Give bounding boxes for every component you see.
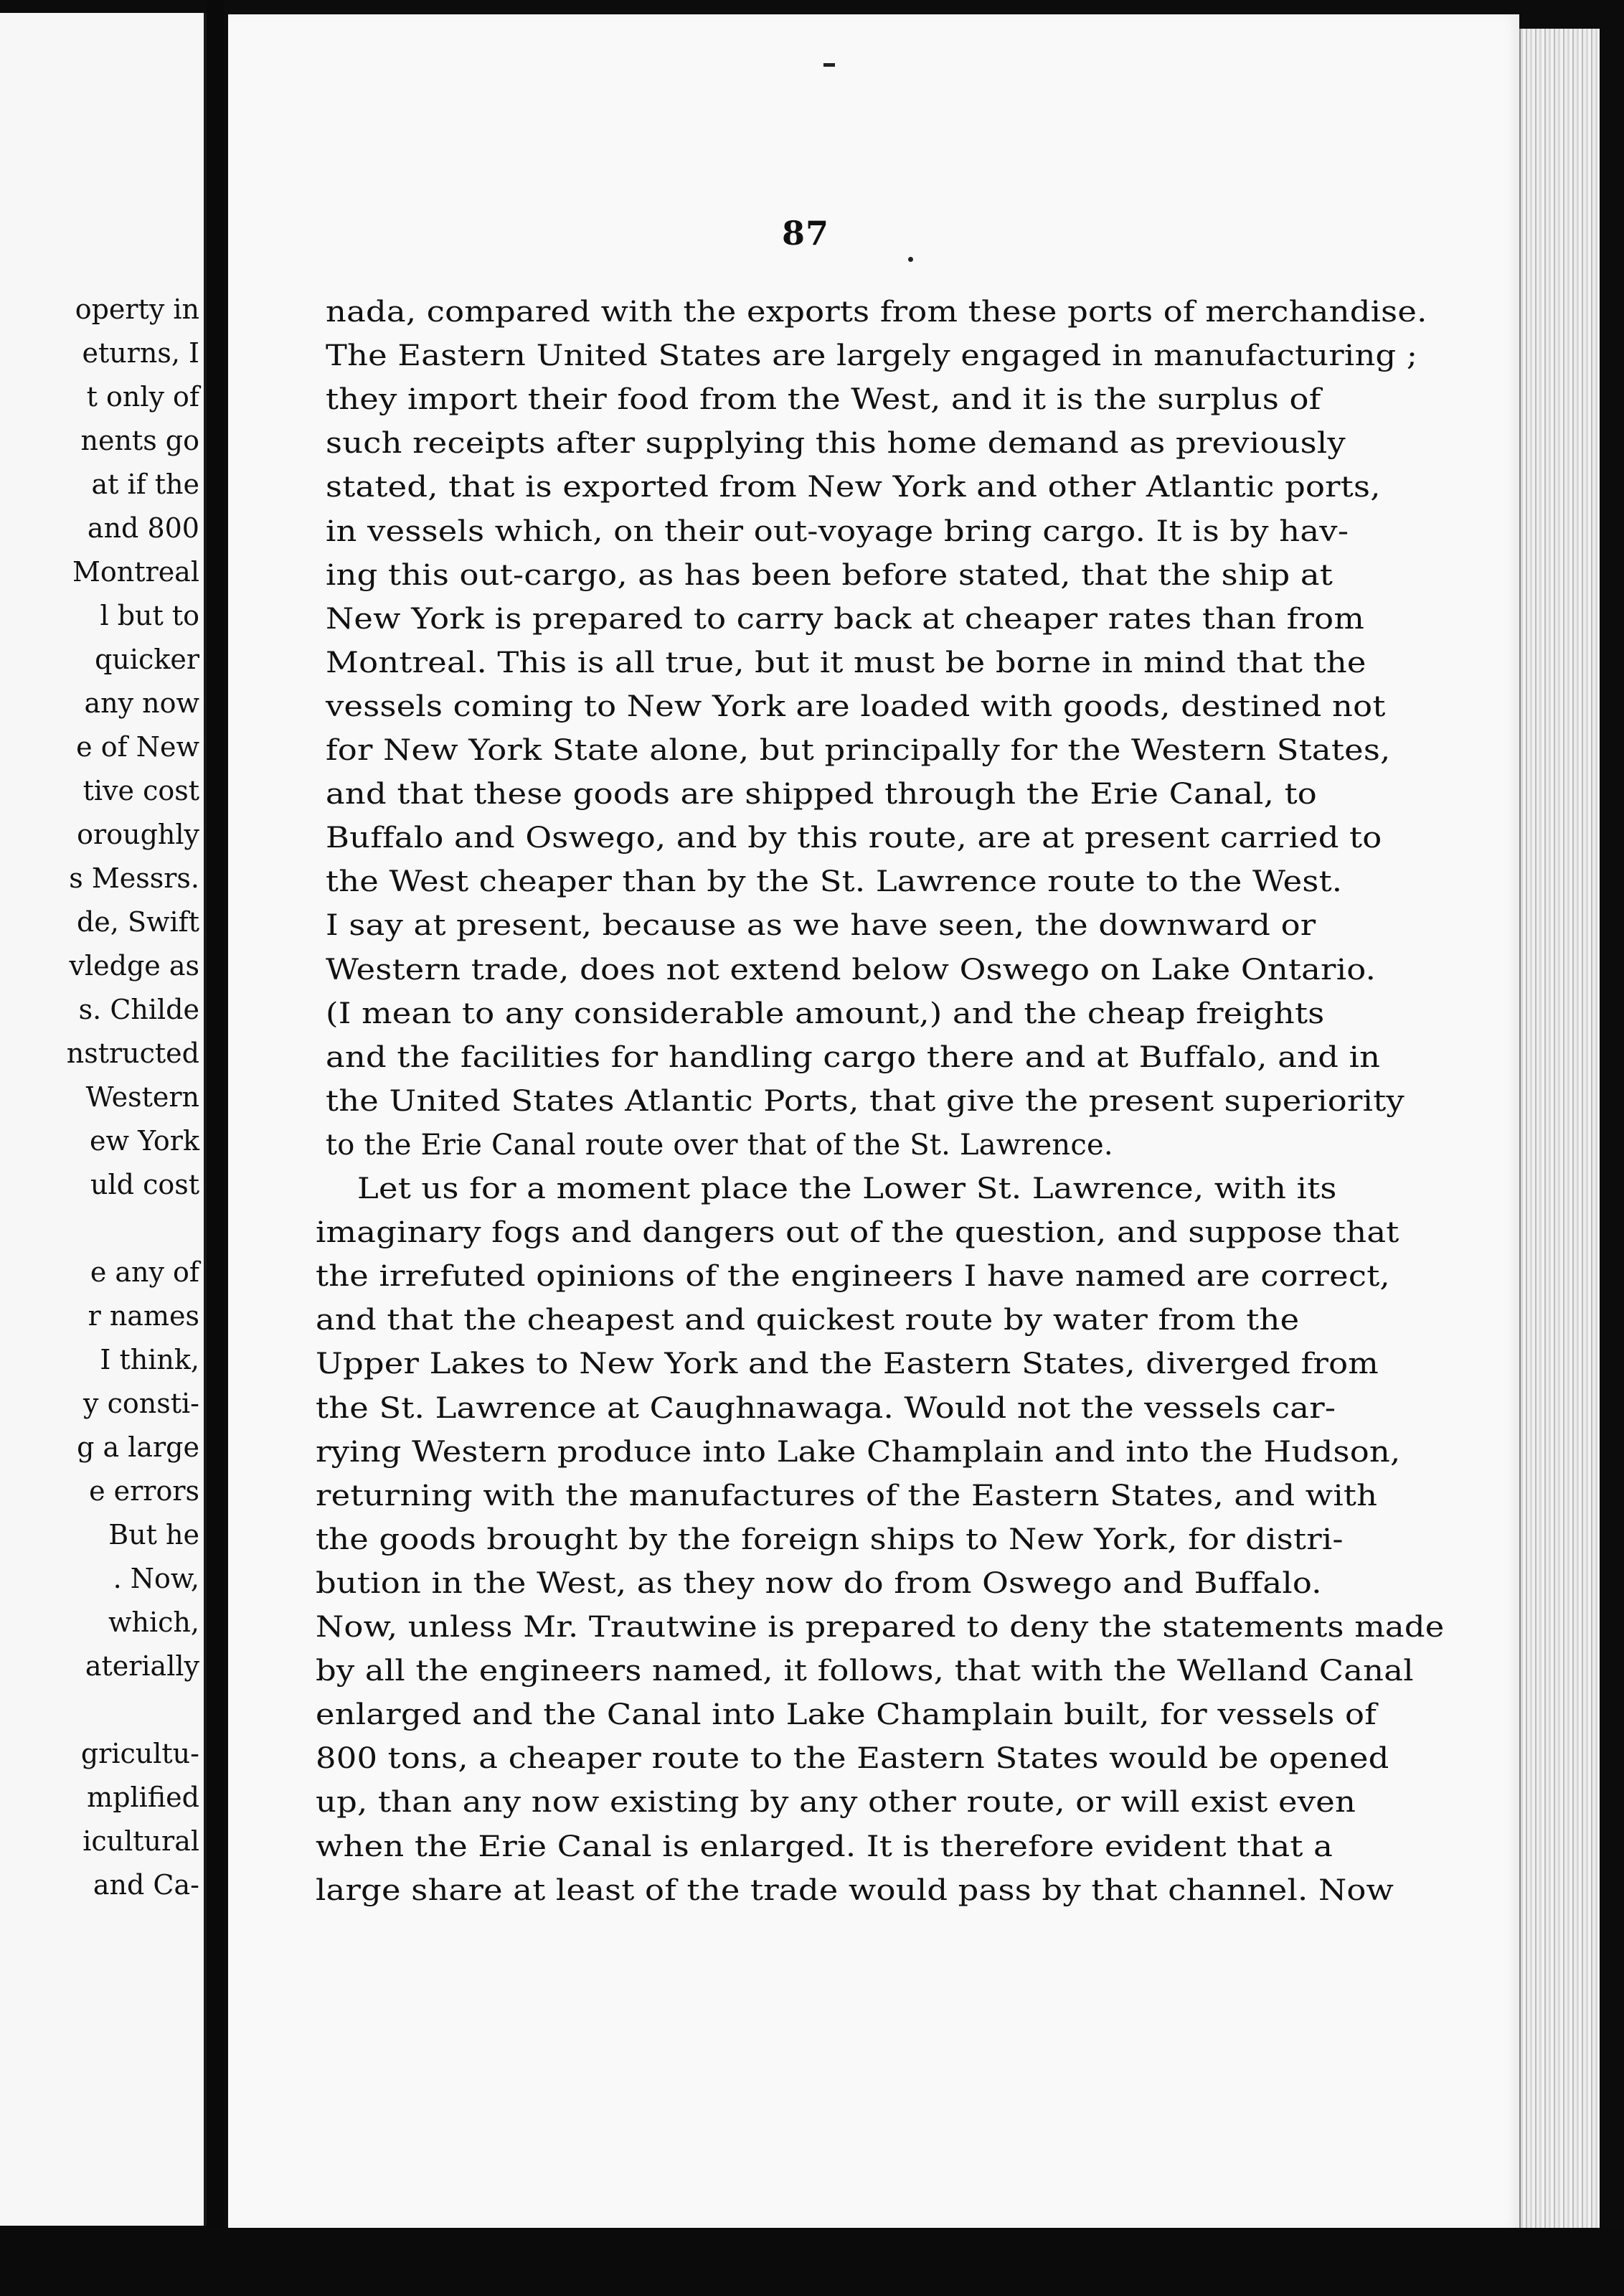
ink-speck [908, 257, 913, 262]
scan-border [0, 2228, 1624, 2296]
current-page [228, 14, 1519, 2231]
body-line: large share at least of the trade would pass by that channel. Now [316, 1873, 1394, 1907]
body-line: Upper Lakes to New York and the Eastern States, diverged from [316, 1347, 1379, 1381]
left-page-line: l but to [100, 600, 199, 631]
body-line: for New York State alone, but principally for the Western States, [326, 734, 1391, 767]
body-line: the St. Lawrence at Caughnawaga. Would not the vessels car- [316, 1391, 1336, 1425]
left-page-line: aterially [85, 1650, 199, 1682]
body-line: (I mean to any considerable amount,) and the cheap freights [326, 997, 1325, 1030]
left-page-line: quicker [95, 644, 199, 675]
left-page-line: y consti- [83, 1388, 199, 1419]
body-line: the United States Atlantic Ports, that give the present superiority [326, 1084, 1405, 1118]
left-page-line: ew York [90, 1125, 199, 1157]
body-line: the West cheaper than by the St. Lawrence route to the West. [326, 865, 1343, 899]
body-line: ing this out-cargo, as has been before stated, that the ship at [326, 558, 1333, 592]
left-page-line: g a large [77, 1431, 199, 1463]
left-page-line: which, [108, 1606, 199, 1638]
left-page-line: But he [108, 1519, 199, 1551]
left-page-line: . Now, [113, 1563, 199, 1594]
left-page-line: e errors [89, 1475, 199, 1507]
left-page-line: vledge as [69, 950, 199, 982]
body-line: Let us for a moment place the Lower St. Lawrence, with its [357, 1172, 1337, 1205]
left-page-line: operty in [75, 293, 199, 325]
left-page-line: s Messrs. [69, 862, 199, 894]
left-page-line: at if the [91, 469, 199, 500]
left-page-line: e of New [76, 731, 199, 763]
body-line: and that these goods are shipped through the Erie Canal, to [326, 778, 1318, 811]
body-line: Buffalo and Oswego, and by this route, are at present carried to [326, 822, 1382, 855]
left-page-line: nstructed [66, 1038, 199, 1069]
body-line: up, than any now existing by any other route, or will exist even [316, 1786, 1356, 1820]
left-page-line: eturns, I [82, 337, 199, 369]
left-page-line: oroughly [77, 819, 199, 850]
left-page-line: tive cost [82, 775, 199, 806]
body-line: I say at present, because as we have seen, the downward or [326, 909, 1316, 943]
left-page-line: e any of [90, 1256, 199, 1288]
body-line: by all the engineers named, it follows, that with the Welland Canal [316, 1655, 1414, 1688]
left-page-line: r names [88, 1300, 199, 1332]
body-line: bution in the West, as they now do from Oswego and Buffalo. [316, 1566, 1322, 1600]
body-line: stated, that is exported from New York and other Atlantic ports, [326, 471, 1381, 504]
body-line: vessels coming to New York are loaded with goods, destined not [326, 690, 1386, 723]
body-line: The Eastern United States are largely engaged in manufacturing ; [326, 339, 1418, 373]
body-line: New York is prepared to carry back at cheaper rates than from [326, 602, 1365, 636]
body-line: 800 tons, a cheaper route to the Eastern States would be opened [316, 1742, 1389, 1776]
left-page-line: I think, [100, 1344, 199, 1375]
left-page-line: s. Childe [78, 994, 199, 1025]
body-line: such receipts after supplying this home demand as previously [326, 427, 1346, 461]
left-page-line: uld cost [90, 1169, 199, 1200]
body-line: enlarged and the Canal into Lake Champlain built, for vessels of [316, 1698, 1377, 1732]
body-line: the irrefuted opinions of the engineers I have named are correct, [316, 1260, 1390, 1294]
left-page-line: t only of [86, 381, 199, 413]
body-line: and that the cheapest and quickest route by water from the [316, 1304, 1300, 1337]
previous-page [0, 13, 207, 2226]
left-page-line: Western [85, 1081, 199, 1113]
body-line: when the Erie Canal is enlarged. It is therefore evident that a [316, 1830, 1333, 1863]
left-page-line: mplified [87, 1782, 199, 1813]
left-page-line: icultural [82, 1825, 199, 1857]
page-number: 87 [782, 214, 830, 253]
body-line: and the facilities for handling cargo there and at Buffalo, and in [326, 1040, 1381, 1074]
body-line: in vessels which, on their out-voyage bring cargo. It is by hav- [326, 514, 1349, 548]
body-line: Montreal. This is all true, but it must be borne in mind that the [326, 646, 1366, 679]
body-line: the goods brought by the foreign ships to New York, for distri- [316, 1523, 1344, 1556]
body-line: imaginary fogs and dangers out of the question, and suppose that [316, 1216, 1399, 1250]
body-line: returning with the manufactures of the Eastern States, and with [316, 1479, 1378, 1512]
body-line: to the Erie Canal route over that of the St. Lawrence. [326, 1128, 1113, 1162]
left-page-line: de, Swift [76, 906, 199, 938]
left-page-line: and 800 [87, 512, 199, 544]
left-page-line: Montreal [72, 556, 199, 588]
left-page-line: any now [84, 687, 199, 719]
body-line: Now, unless Mr. Trautwine is prepared to deny the statements made [316, 1611, 1445, 1644]
left-page-line: nents go [80, 425, 199, 456]
left-page-line: gricultu- [80, 1738, 199, 1769]
body-line: nada, compared with the exports from these ports of merchandise. [326, 296, 1427, 329]
body-line: they import their food from the West, and it is the surplus of [326, 383, 1321, 417]
body-line: rying Western produce into Lake Champlain and into the Hudson, [316, 1435, 1401, 1469]
header-mark [823, 63, 835, 67]
book-gutter [207, 0, 224, 2296]
page-edges [1519, 29, 1600, 2253]
left-page-line: and Ca- [93, 1869, 199, 1901]
body-line: Western trade, does not extend below Oswego on Lake Ontario. [326, 953, 1377, 987]
